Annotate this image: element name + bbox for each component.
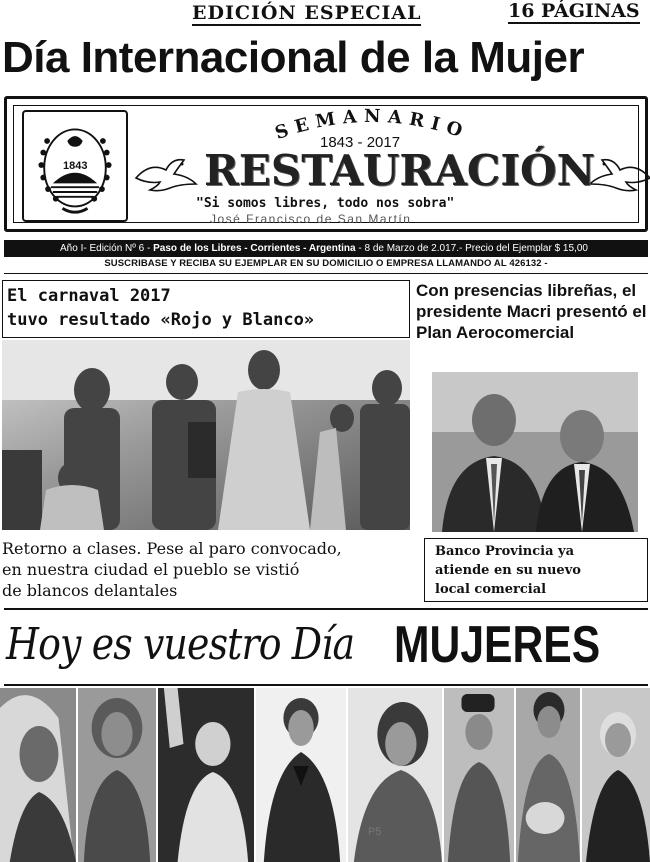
edition-info-bar xyxy=(4,240,648,257)
edition-place: Paso de los Libres - Corrientes - Argentina xyxy=(153,243,356,254)
edition-number: Año I- Edición Nº 6 - xyxy=(60,243,154,254)
special-edition-label: EDICIÓN ESPECIAL xyxy=(192,2,422,24)
newspaper-title: RESTAURACIÓN xyxy=(204,146,595,195)
portrait-photo xyxy=(582,688,650,862)
carnaval-headline-line2: tuvo resultado «Rojo y Blanco» xyxy=(7,310,315,330)
subscribe-notice: SUSCRIBASE Y RECIBA SU EJEMPLAR EN SU DOMICILIO O EMPRESA LLAMANDO AL 426132 - xyxy=(104,258,548,269)
portrait-photo xyxy=(78,688,158,862)
retorno-line1: Retorno a clases. Pese al paro convocado, xyxy=(2,539,342,558)
macri-headline[interactable]: Con presencias libreñas, el presidente Macri presentó el Plan Aerocomercial xyxy=(416,281,647,342)
portrait-photo xyxy=(348,688,444,862)
page-count-label: 16 PÁGINAS xyxy=(508,0,640,22)
carnaval-headline-line1: El carnaval 2017 xyxy=(7,286,171,306)
masthead-frame xyxy=(13,105,639,226)
seal-year: 1843 xyxy=(63,160,88,172)
carnaval-photo xyxy=(2,340,410,530)
portrait-photo xyxy=(0,688,78,862)
main-headline: Día Internacional de la Mujer xyxy=(2,33,585,82)
carnaval-headline-box[interactable] xyxy=(2,280,410,338)
edition-date-price: - 8 de Marzo de 2.017.- Precio del Ejemplar $ 15,00 xyxy=(355,243,588,254)
left-dove-icon xyxy=(132,156,198,196)
portrait-photo xyxy=(444,688,516,862)
masthead xyxy=(4,96,648,232)
photo-strip-label: P5 xyxy=(368,826,382,838)
portrait-photo xyxy=(158,688,256,862)
semanario-label: SEMANARIO xyxy=(272,108,472,145)
banco-line2: atiende en su nuevo xyxy=(435,563,581,578)
retorno-line2: en nuestra ciudad el pueblo se vistió xyxy=(2,560,300,579)
city-seal-logo xyxy=(22,110,128,222)
newspaper-founder: José Francisco de San Martín xyxy=(210,212,412,226)
banco-line1: Banco Provincia ya xyxy=(435,544,574,559)
right-dove-icon xyxy=(588,156,650,196)
portrait-photo xyxy=(516,688,582,862)
divider xyxy=(4,273,648,274)
macri-photo xyxy=(432,372,638,532)
womens-day-banner-text: Hoy es vuestro Día xyxy=(6,619,355,670)
divider xyxy=(4,684,648,686)
newspaper-motto: "Si somos libres, todo nos sobra" xyxy=(196,196,455,211)
portrait-photo xyxy=(256,688,348,862)
banco-headline-box[interactable] xyxy=(424,538,648,602)
banco-line3: local comercial xyxy=(435,582,547,597)
women-portrait-strip xyxy=(0,688,650,862)
retorno-line3: de blancos delantales xyxy=(2,581,178,600)
masthead-years: 1843 - 2017 xyxy=(320,134,401,151)
retorno-headline[interactable] xyxy=(2,538,412,601)
mujeres-banner-word: MUJERES xyxy=(394,616,601,674)
